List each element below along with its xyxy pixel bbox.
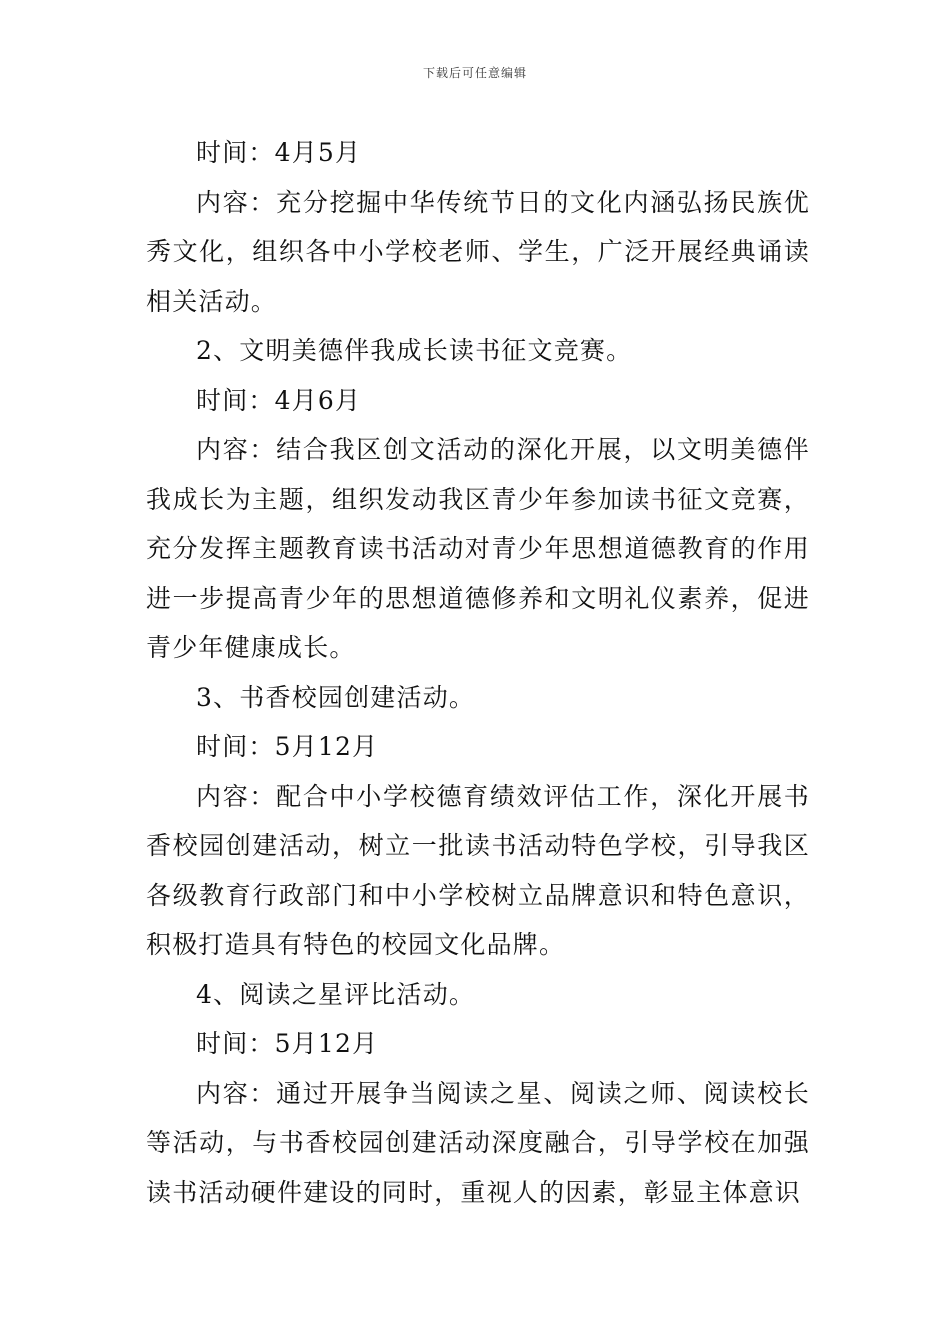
paragraph-content-3: 内容：配合中小学校德育绩效评估工作，深化开展书香校园创建活动，树立一批读书活动特色学校，引导我区各级教育行政部门和中小学校树立品牌意识和特色意识，积极打造具有特色的校园文化品牌。 (146, 781, 810, 959)
paragraph-time-4: 时间：5月12月 (196, 1029, 379, 1058)
page-header: 下载后可任意编辑 (422, 66, 527, 80)
paragraph-content-2: 内容：结合我区创文活动的深化开展，以文明美德伴我成长为主题，组织发动我区青少年参加读书征文竞赛，充分发挥主题教育读书活动对青少年思想道德教育的作用进一步提高青少年的思想道德修养和文明礼仪素养，促进青少年健康成长。 (146, 435, 810, 662)
paragraph-content-4: 内容：通过开展争当阅读之星、阅读之师、阅读校长等活动，与书香校园创建活动深度融合，引导学校在加强读书活动硬件建设的同时，重视人的因素，彰显主体意识 (146, 1078, 810, 1207)
paragraph-content-1: 内容：充分挖掘中华传统节日的文化内涵弘扬民族优秀文化，组织各中小学校老师、学生，广泛开展经典诵读相关活动。 (146, 187, 810, 316)
paragraph-time-2: 时间：4月6月 (196, 385, 362, 415)
paragraph-time-1: 时间：4月5月 (196, 138, 362, 167)
document-body (146, 128, 810, 1217)
section-heading-3: 3、书香校园创建活动。 (196, 682, 476, 712)
paragraph-time-3: 时间：5月12月 (196, 732, 379, 761)
section-heading-4: 4、阅读之星评比活动。 (196, 979, 476, 1009)
section-heading-2: 2、文明美德伴我成长读书征文竞赛。 (196, 336, 633, 365)
